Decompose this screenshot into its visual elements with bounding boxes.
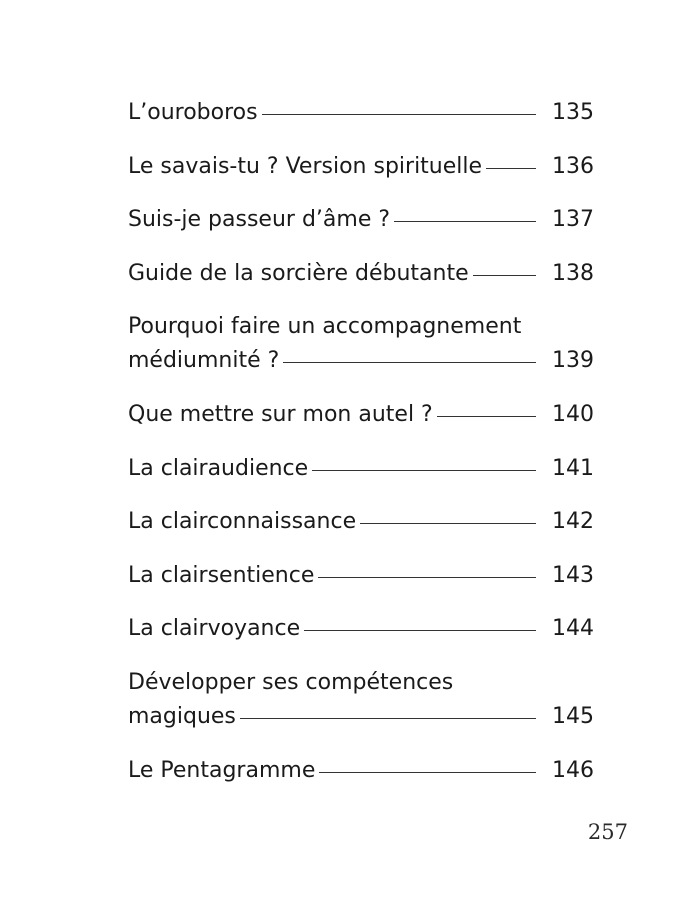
dot-leader <box>312 470 536 471</box>
toc-entry-title: Suis-je passeur d’âme ? <box>128 207 391 233</box>
toc-entry-title: Le savais-tu ? Version spirituelle <box>128 153 483 179</box>
toc-entry[interactable] <box>128 398 594 432</box>
dot-leader <box>262 114 536 115</box>
toc-entry[interactable] <box>128 452 594 486</box>
page-number: 257 <box>587 820 628 844</box>
toc-entry[interactable] <box>128 203 594 237</box>
toc-entry-page: 144 <box>552 616 594 642</box>
toc-entry-page: 145 <box>552 703 594 729</box>
dot-leader <box>473 275 536 276</box>
toc-entry-title: La clairsentience <box>128 562 315 588</box>
toc-entry[interactable] <box>128 150 594 184</box>
toc-entry[interactable] <box>128 559 594 593</box>
dot-leader <box>360 523 536 524</box>
table-of-contents <box>128 96 594 807</box>
toc-entry[interactable] <box>128 612 594 646</box>
dot-leader <box>486 168 536 169</box>
toc-entry[interactable] <box>128 96 594 130</box>
toc-entry-title: La clairconnaissance <box>128 509 357 535</box>
dot-leader <box>394 221 536 222</box>
toc-entry[interactable] <box>128 754 594 788</box>
dot-leader <box>437 416 536 417</box>
toc-entry[interactable] <box>128 310 594 378</box>
toc-entry-page: 140 <box>552 401 594 427</box>
toc-entry-page: 141 <box>552 455 594 481</box>
toc-entry-title-line: Pourquoi faire un accompagnement <box>128 314 522 340</box>
toc-entry[interactable] <box>128 505 594 539</box>
toc-entry-title: La clairaudience <box>128 455 309 481</box>
toc-entry[interactable] <box>128 257 594 291</box>
toc-entry-title: Que mettre sur mon autel ? <box>128 401 433 427</box>
toc-entry-title: magiques <box>128 703 236 729</box>
dot-leader <box>240 718 536 719</box>
toc-entry-page: 139 <box>552 348 594 374</box>
dot-leader <box>283 362 536 363</box>
dot-leader <box>319 772 536 773</box>
toc-entry-page: 146 <box>552 757 594 783</box>
dot-leader <box>318 577 536 578</box>
dot-leader <box>304 630 536 631</box>
toc-entry-page: 135 <box>552 100 594 125</box>
toc-entry-title: Le Pentagramme <box>128 757 316 783</box>
toc-entry-page: 137 <box>552 207 594 233</box>
toc-entry-page: 143 <box>552 562 594 588</box>
toc-entry-title: La clairvoyance <box>128 616 301 642</box>
toc-entry[interactable] <box>128 666 594 734</box>
toc-entry-page: 138 <box>552 260 594 286</box>
toc-entry-title-line: Développer ses compétences <box>128 669 454 695</box>
toc-entry-page: 142 <box>552 509 594 535</box>
toc-entry-title: Guide de la sorcière débutante <box>128 260 469 286</box>
toc-entry-title: L’ouroboros <box>128 100 258 125</box>
toc-entry-page: 136 <box>552 153 594 179</box>
toc-entry-title: médiumnité ? <box>128 348 280 374</box>
